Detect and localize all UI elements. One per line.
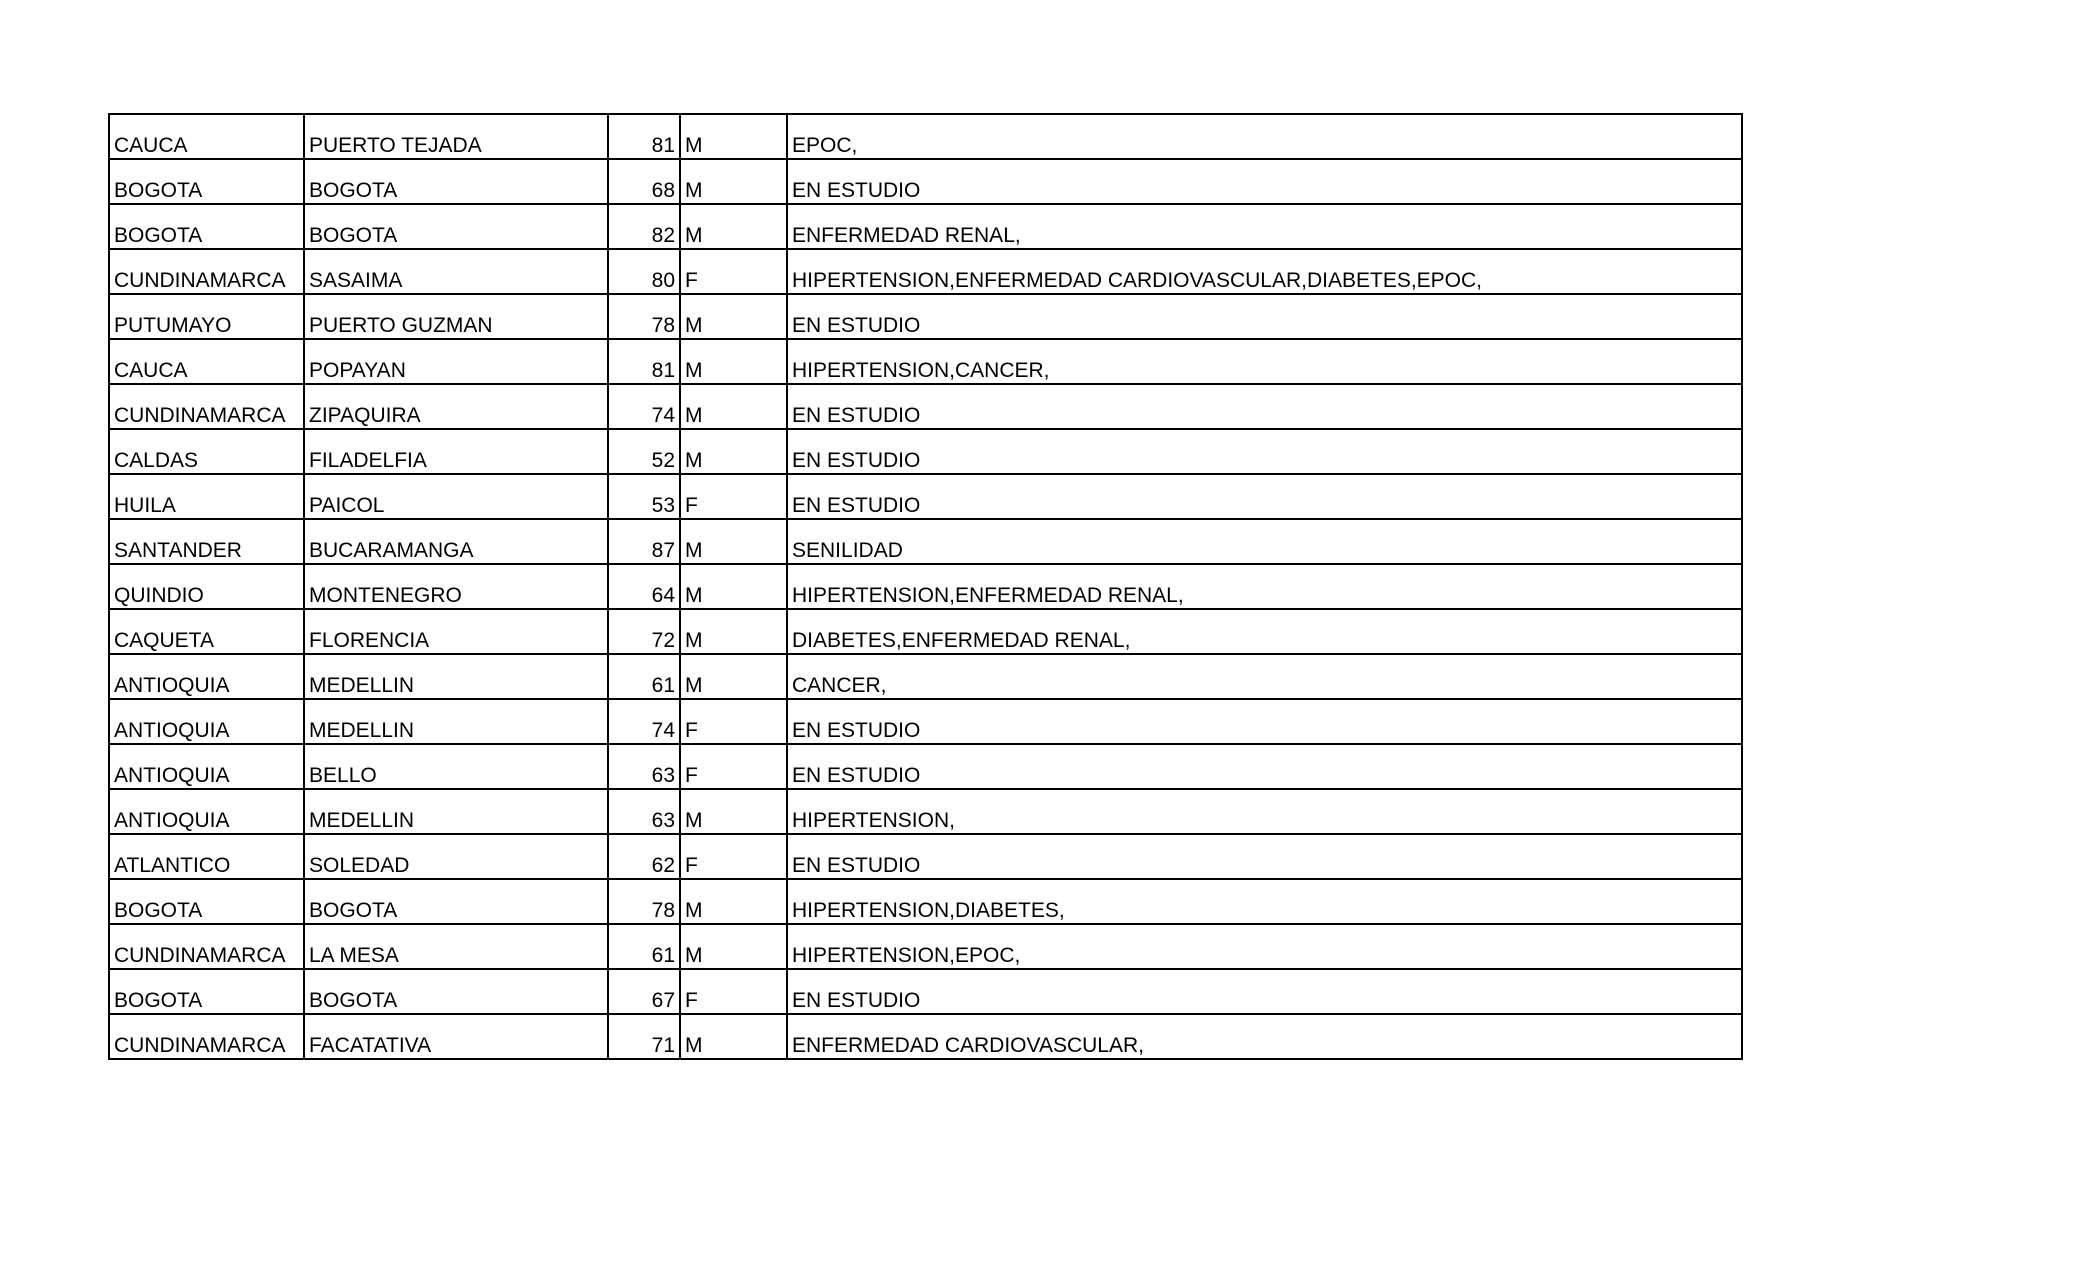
condition-cell: DIABETES,ENFERMEDAD RENAL, <box>787 609 1742 654</box>
condition-cell: HIPERTENSION,CANCER, <box>787 339 1742 384</box>
age-cell: 72 <box>608 609 680 654</box>
municipality-cell: BOGOTA <box>304 969 608 1014</box>
age-cell: 87 <box>608 519 680 564</box>
department-cell: ANTIOQUIA <box>109 699 304 744</box>
municipality-cell: PAICOL <box>304 474 608 519</box>
table-row <box>109 384 1742 429</box>
age-cell: 61 <box>608 924 680 969</box>
department-cell: ANTIOQUIA <box>109 744 304 789</box>
sex-cell: M <box>680 519 787 564</box>
sex-cell: F <box>680 249 787 294</box>
condition-cell: EN ESTUDIO <box>787 384 1742 429</box>
table-row <box>109 294 1742 339</box>
table-row <box>109 924 1742 969</box>
condition-cell: EN ESTUDIO <box>787 294 1742 339</box>
department-cell: CAQUETA <box>109 609 304 654</box>
municipality-cell: BUCARAMANGA <box>304 519 608 564</box>
age-cell: 78 <box>608 294 680 339</box>
condition-cell: EN ESTUDIO <box>787 834 1742 879</box>
condition-cell: EN ESTUDIO <box>787 159 1742 204</box>
municipality-cell: MONTENEGRO <box>304 564 608 609</box>
table-row <box>109 429 1742 474</box>
department-cell: BOGOTA <box>109 204 304 249</box>
table-row <box>109 699 1742 744</box>
municipality-cell: LA MESA <box>304 924 608 969</box>
condition-cell: EN ESTUDIO <box>787 969 1742 1014</box>
municipality-cell: MEDELLIN <box>304 789 608 834</box>
age-cell: 78 <box>608 879 680 924</box>
department-cell: ANTIOQUIA <box>109 654 304 699</box>
sex-cell: M <box>680 384 787 429</box>
condition-cell: CANCER, <box>787 654 1742 699</box>
table-body <box>109 114 1742 1059</box>
department-cell: CUNDINAMARCA <box>109 384 304 429</box>
age-cell: 53 <box>608 474 680 519</box>
municipality-cell: PUERTO GUZMAN <box>304 294 608 339</box>
sex-cell: M <box>680 204 787 249</box>
table-row <box>109 114 1742 159</box>
table-row <box>109 969 1742 1014</box>
department-cell: ATLANTICO <box>109 834 304 879</box>
condition-cell: EN ESTUDIO <box>787 429 1742 474</box>
sex-cell: M <box>680 609 787 654</box>
sex-cell: M <box>680 654 787 699</box>
sex-cell: F <box>680 834 787 879</box>
age-cell: 68 <box>608 159 680 204</box>
age-cell: 81 <box>608 114 680 159</box>
municipality-cell: BOGOTA <box>304 879 608 924</box>
table-row <box>109 1014 1742 1059</box>
municipality-cell: FACATATIVA <box>304 1014 608 1059</box>
municipality-cell: FILADELFIA <box>304 429 608 474</box>
table-row <box>109 654 1742 699</box>
condition-cell: HIPERTENSION,DIABETES, <box>787 879 1742 924</box>
sex-cell: M <box>680 564 787 609</box>
condition-cell: HIPERTENSION,ENFERMEDAD RENAL, <box>787 564 1742 609</box>
table-row <box>109 609 1742 654</box>
department-cell: PUTUMAYO <box>109 294 304 339</box>
age-cell: 52 <box>608 429 680 474</box>
age-cell: 74 <box>608 384 680 429</box>
municipality-cell: SASAIMA <box>304 249 608 294</box>
department-cell: BOGOTA <box>109 159 304 204</box>
municipality-cell: POPAYAN <box>304 339 608 384</box>
municipality-cell: MEDELLIN <box>304 654 608 699</box>
municipality-cell: BOGOTA <box>304 204 608 249</box>
sex-cell: F <box>680 699 787 744</box>
sex-cell: M <box>680 159 787 204</box>
table-row <box>109 564 1742 609</box>
age-cell: 61 <box>608 654 680 699</box>
department-cell: CUNDINAMARCA <box>109 249 304 294</box>
age-cell: 71 <box>608 1014 680 1059</box>
sex-cell: M <box>680 789 787 834</box>
condition-cell: ENFERMEDAD RENAL, <box>787 204 1742 249</box>
department-cell: CALDAS <box>109 429 304 474</box>
table-row <box>109 339 1742 384</box>
sex-cell: M <box>680 114 787 159</box>
sex-cell: M <box>680 924 787 969</box>
condition-cell: EN ESTUDIO <box>787 474 1742 519</box>
condition-cell: HIPERTENSION,EPOC, <box>787 924 1742 969</box>
age-cell: 63 <box>608 789 680 834</box>
age-cell: 80 <box>608 249 680 294</box>
department-cell: CAUCA <box>109 339 304 384</box>
table-row <box>109 249 1742 294</box>
sex-cell: M <box>680 1014 787 1059</box>
age-cell: 82 <box>608 204 680 249</box>
condition-cell: ENFERMEDAD CARDIOVASCULAR, <box>787 1014 1742 1059</box>
department-cell: CAUCA <box>109 114 304 159</box>
sex-cell: F <box>680 744 787 789</box>
age-cell: 64 <box>608 564 680 609</box>
department-cell: ANTIOQUIA <box>109 789 304 834</box>
condition-cell: SENILIDAD <box>787 519 1742 564</box>
condition-cell: EN ESTUDIO <box>787 699 1742 744</box>
condition-cell: EPOC, <box>787 114 1742 159</box>
condition-cell: HIPERTENSION, <box>787 789 1742 834</box>
table-row <box>109 789 1742 834</box>
condition-cell: HIPERTENSION,ENFERMEDAD CARDIOVASCULAR,DIABETES,EPOC, <box>787 249 1742 294</box>
age-cell: 67 <box>608 969 680 1014</box>
table-row <box>109 519 1742 564</box>
data-table <box>108 113 1743 1060</box>
department-cell: CUNDINAMARCA <box>109 924 304 969</box>
table-row <box>109 204 1742 249</box>
department-cell: HUILA <box>109 474 304 519</box>
municipality-cell: SOLEDAD <box>304 834 608 879</box>
sex-cell: M <box>680 294 787 339</box>
table-row <box>109 834 1742 879</box>
sex-cell: F <box>680 969 787 1014</box>
condition-cell: EN ESTUDIO <box>787 744 1742 789</box>
age-cell: 81 <box>608 339 680 384</box>
age-cell: 62 <box>608 834 680 879</box>
municipality-cell: ZIPAQUIRA <box>304 384 608 429</box>
municipality-cell: BOGOTA <box>304 159 608 204</box>
department-cell: BOGOTA <box>109 879 304 924</box>
age-cell: 63 <box>608 744 680 789</box>
sex-cell: M <box>680 429 787 474</box>
sex-cell: M <box>680 879 787 924</box>
table-row <box>109 159 1742 204</box>
table-row <box>109 744 1742 789</box>
department-cell: QUINDIO <box>109 564 304 609</box>
department-cell: SANTANDER <box>109 519 304 564</box>
municipality-cell: FLORENCIA <box>304 609 608 654</box>
municipality-cell: BELLO <box>304 744 608 789</box>
department-cell: CUNDINAMARCA <box>109 1014 304 1059</box>
table-row <box>109 474 1742 519</box>
sex-cell: F <box>680 474 787 519</box>
sex-cell: M <box>680 339 787 384</box>
municipality-cell: MEDELLIN <box>304 699 608 744</box>
age-cell: 74 <box>608 699 680 744</box>
department-cell: BOGOTA <box>109 969 304 1014</box>
municipality-cell: PUERTO TEJADA <box>304 114 608 159</box>
table-row <box>109 879 1742 924</box>
